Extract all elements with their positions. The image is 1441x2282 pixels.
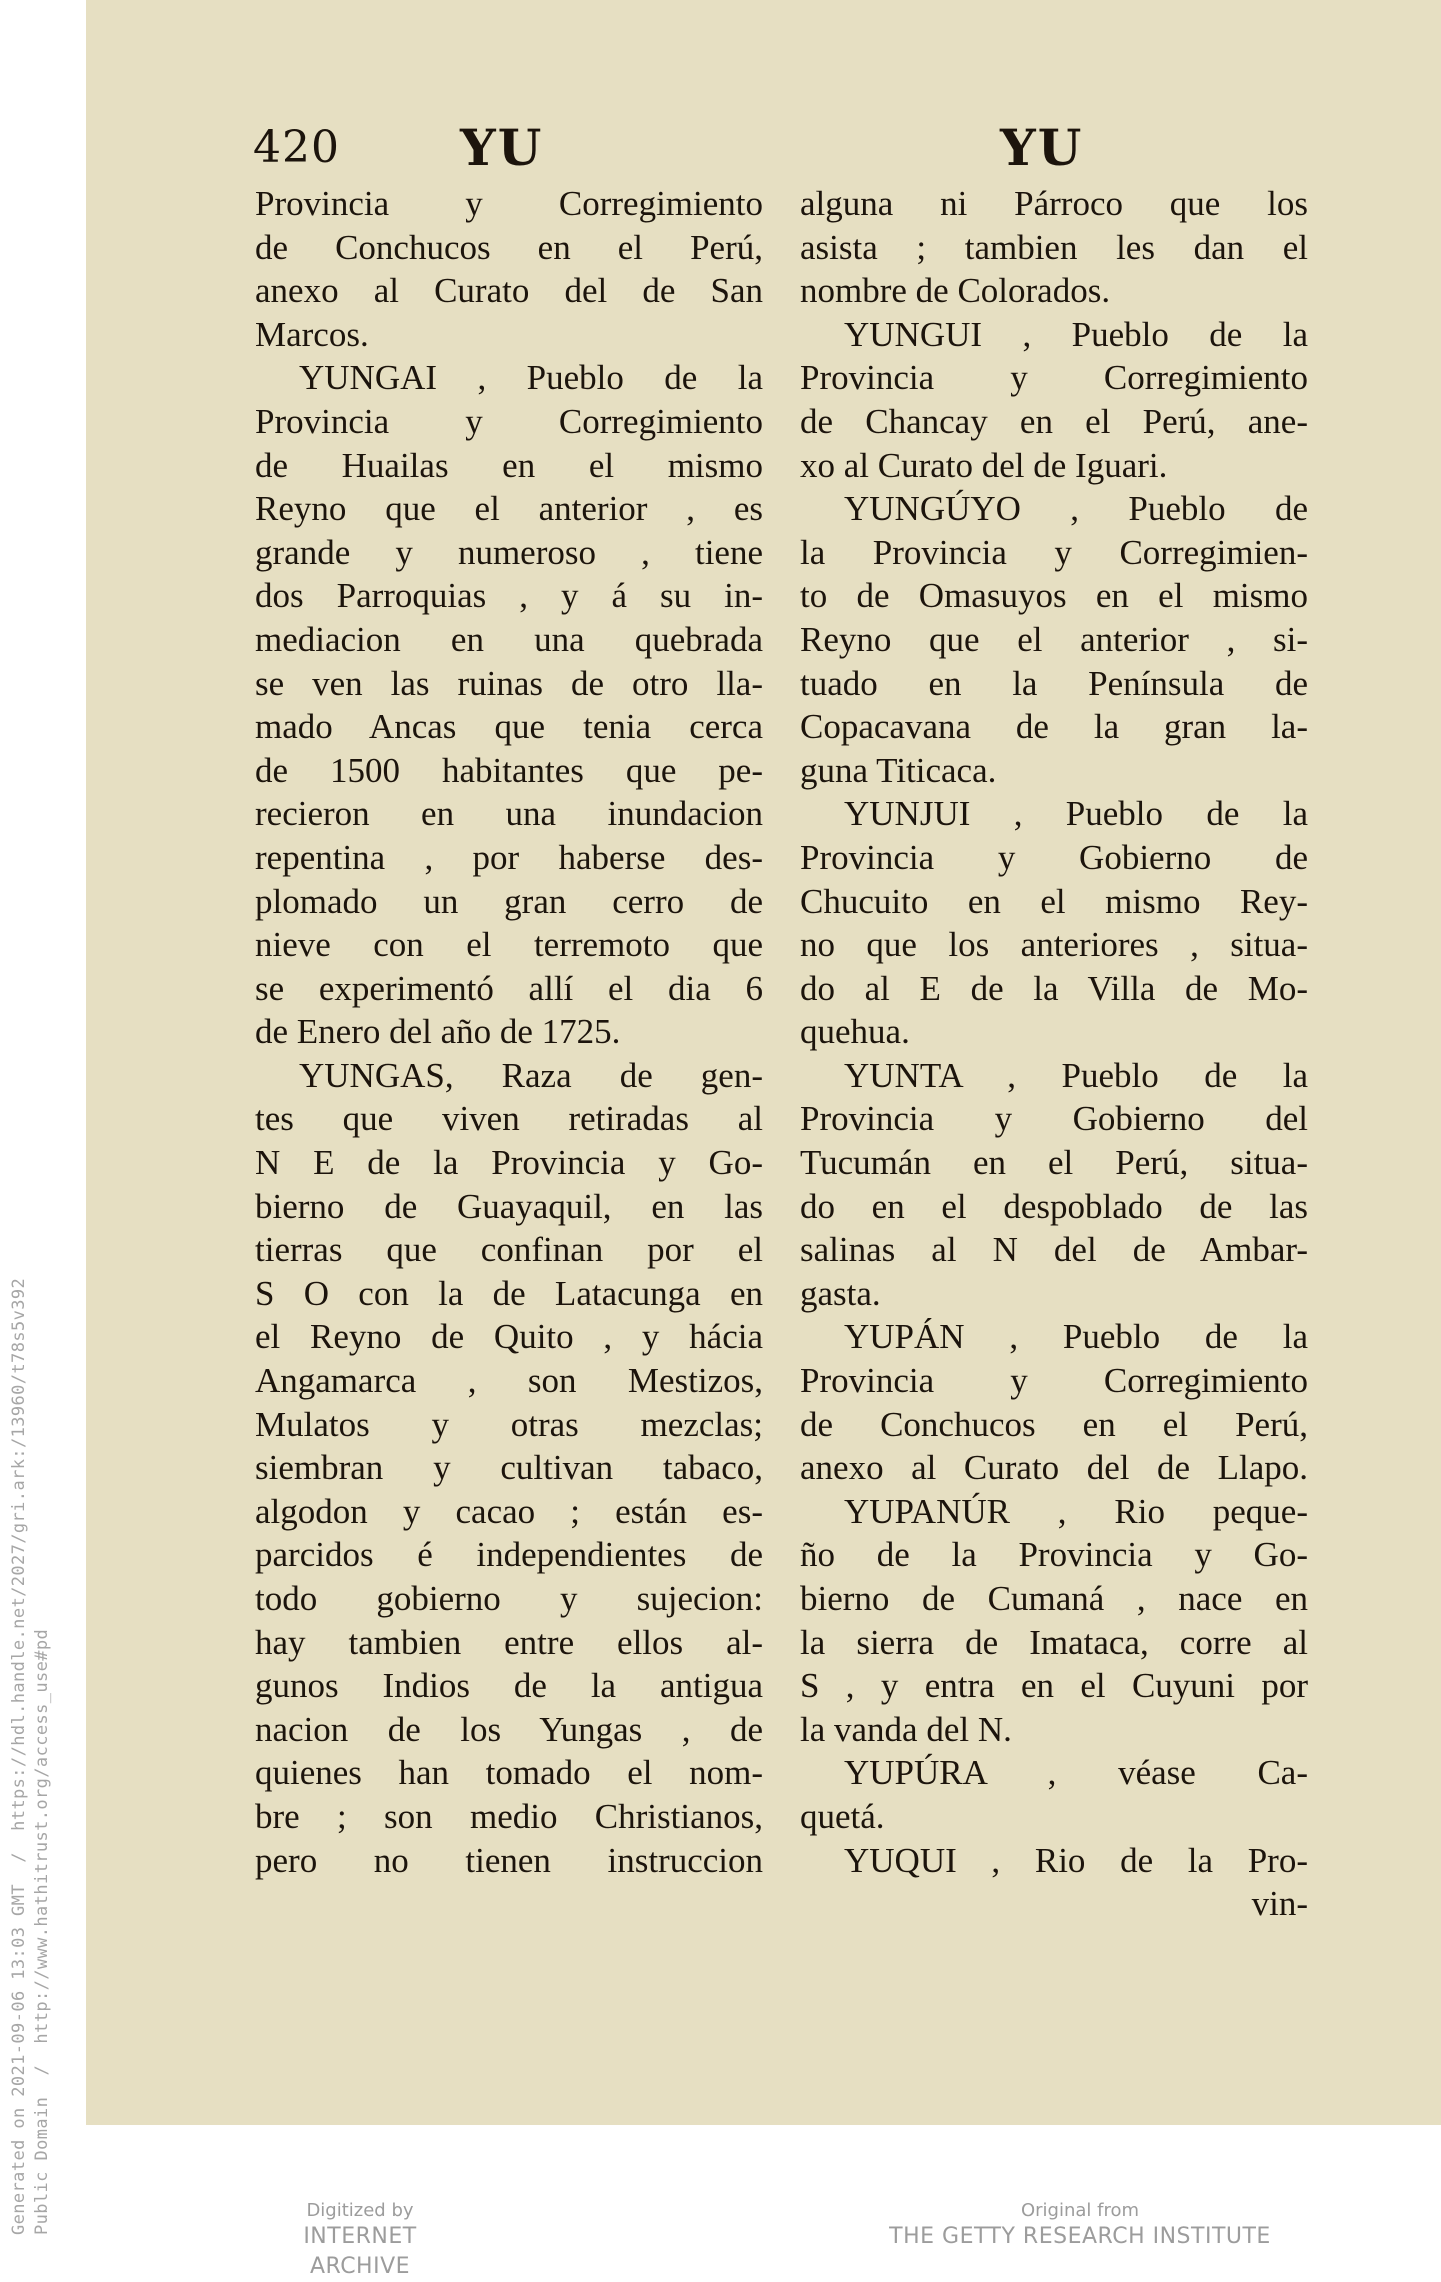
text-line: S O con la de Latacunga en — [255, 1273, 763, 1313]
text-line: bierno de Cumaná , nace en — [800, 1579, 1308, 1618]
text-line: la vanda del N. — [800, 1709, 1012, 1749]
text-line: hay tambien entre ellos al- — [255, 1622, 763, 1662]
entry-heading-line: YUNGÚYO , Pueblo de — [844, 489, 1308, 529]
text-line: Provincia y Corregimiento — [800, 358, 1308, 398]
text-line: recieron en una inundacion — [255, 794, 763, 834]
text-line: la Provincia y Corregimien- — [800, 532, 1308, 572]
text-line: tes que viven retiradas al — [255, 1099, 763, 1139]
text-line: Tucumán en el Perú, situa- — [800, 1143, 1308, 1183]
text-line: la sierra de Imataca, corre al — [800, 1622, 1308, 1662]
text-line: Reyno que el anterior , si- — [800, 619, 1308, 659]
catchword: vin- — [1251, 1884, 1308, 1924]
text-line: mediacion en una quebrada — [255, 619, 763, 659]
text-line: tierras que confinan por el — [255, 1230, 763, 1270]
text-line: nacion de los Yungas , de — [255, 1709, 763, 1749]
entry-heading-line: YUPÚRA , véase Ca- — [844, 1753, 1308, 1793]
text-line: salinas al N del de Ambar- — [800, 1230, 1308, 1270]
text-line: guna Titicaca. — [800, 750, 997, 790]
getty-institute-label: THE GETTY RESEARCH INSTITUTE — [889, 2224, 1271, 2249]
text-line: todo gobierno y sujecion: — [255, 1579, 763, 1618]
text-line: N E de la Provincia y Go- — [255, 1143, 763, 1183]
text-line: Provincia y Corregimiento — [255, 401, 763, 441]
text-line: nieve con el terremoto que — [255, 925, 763, 965]
page-number: 420 — [253, 122, 340, 173]
text-line: no que los anteriores , situa- — [800, 925, 1308, 965]
text-line: tuado en la Península de — [800, 663, 1308, 703]
text-line: grande y numeroso , tiene — [255, 532, 763, 572]
text-line: to de Omasuyos en el mismo — [800, 576, 1308, 616]
text-line: de Enero del año de 1725. — [255, 1012, 621, 1052]
text-line: el Reyno de Quito , y hácia — [255, 1317, 763, 1357]
text-line: repentina , por haberse des- — [255, 837, 763, 877]
text-line: nombre de Colorados. — [800, 271, 1111, 311]
running-head-left: YU — [460, 118, 544, 177]
running-head-right: YU — [1000, 118, 1084, 177]
watermark-line-1: Generated on 2021-09-06 13:03 GMT / https://hdl.handle.net/2027/gri.ark:/13960/t78s5v392 — [9, 1277, 29, 2235]
text-line: de Conchucos en el Perú, — [255, 227, 763, 267]
text-line: bre ; son medio Christianos, — [255, 1796, 763, 1836]
text-line: de 1500 habitantes que pe- — [255, 750, 763, 790]
entry-heading-line: YUNGAI , Pueblo de la — [299, 358, 763, 398]
text-line: mado Ancas que tenia cerca — [255, 707, 763, 747]
text-line: quienes han tomado el nom- — [255, 1753, 763, 1793]
text-line: Mulatos y otras mezclas; — [255, 1404, 763, 1444]
text-line: asista ; tambien les dan el — [800, 227, 1308, 267]
text-line: anexo al Curato del de San — [255, 271, 763, 311]
text-line: Provincia y Corregimiento — [255, 184, 763, 223]
text-line: de Conchucos en el Perú, — [800, 1404, 1308, 1444]
text-line: anexo al Curato del de Llapo. — [800, 1448, 1308, 1488]
text-line: parcidos é independientes de — [255, 1535, 763, 1575]
internet-archive-label: INTERNET ARCHIVE — [303, 2224, 417, 2279]
text-line: quehua. — [800, 1012, 910, 1052]
digitized-by-credit — [250, 2200, 470, 2282]
original-from-label: Original from — [1020, 2200, 1140, 2221]
text-line: do en el despoblado de las — [800, 1186, 1308, 1226]
hathitrust-watermark — [0, 0, 60, 2255]
watermark-text — [8, 1278, 54, 2235]
text-line: gunos Indios de la antigua — [255, 1666, 763, 1706]
text-line: Reyno que el anterior , es — [255, 489, 763, 529]
text-line: Provincia y Gobierno de — [800, 837, 1308, 877]
text-line: Provincia y Gobierno del — [800, 1099, 1308, 1139]
text-line: quetá. — [800, 1796, 885, 1836]
digitized-by-label: Digitized by — [306, 2200, 414, 2221]
text-line: bierno de Guayaquil, en las — [255, 1186, 763, 1226]
entry-heading-line: YUQUI , Rio de la Pro- — [844, 1840, 1308, 1880]
text-line: Marcos. — [255, 314, 369, 354]
entry-heading-line: YUPANÚR , Rio peque- — [844, 1491, 1308, 1531]
entry-heading-line: YUPÁN , Pueblo de la — [844, 1317, 1308, 1357]
text-line: siembran y cultivan tabaco, — [255, 1448, 763, 1488]
original-from-credit — [880, 2200, 1280, 2252]
text-line: alguna ni Párroco que los — [800, 184, 1308, 223]
entry-heading-line: YUNJUI , Pueblo de la — [844, 794, 1308, 834]
text-line: ño de la Provincia y Go- — [800, 1535, 1308, 1575]
right-column — [800, 182, 1308, 1926]
text-line: se ven las ruinas de otro lla- — [255, 663, 763, 703]
text-line: algodon y cacao ; están es- — [255, 1491, 763, 1531]
text-line: de Huailas en el mismo — [255, 445, 763, 485]
entry-heading-line: YUNGAS, Raza de gen- — [299, 1055, 763, 1095]
text-line: do al E de la Villa de Mo- — [800, 968, 1308, 1008]
text-line: xo al Curato del de Iguari. — [800, 445, 1168, 485]
text-line: Copacavana de la gran la- — [800, 707, 1308, 747]
text-line: Provincia y Corregimiento — [800, 1361, 1308, 1401]
text-line: Angamarca , son Mestizos, — [255, 1361, 763, 1401]
text-line: se experimentó allí el dia 6 — [255, 968, 763, 1008]
text-line: de Chancay en el Perú, ane- — [800, 401, 1308, 441]
text-line: gasta. — [800, 1273, 881, 1313]
text-line: plomado un gran cerro de — [255, 881, 763, 921]
left-column — [255, 182, 763, 1882]
entry-heading-line: YUNGUI , Pueblo de la — [844, 314, 1308, 354]
text-line: dos Parroquias , y á su in- — [255, 576, 763, 616]
text-line: S , y entra en el Cuyuni por — [800, 1666, 1308, 1706]
watermark-line-2: Public Domain / http://www.hathitrust.org/access_use#pd — [32, 1628, 52, 2235]
entry-heading-line: YUNTA , Pueblo de la — [844, 1055, 1308, 1095]
text-line: pero no tienen instruccion — [255, 1840, 763, 1880]
text-line: Chucuito en el mismo Rey- — [800, 881, 1308, 921]
